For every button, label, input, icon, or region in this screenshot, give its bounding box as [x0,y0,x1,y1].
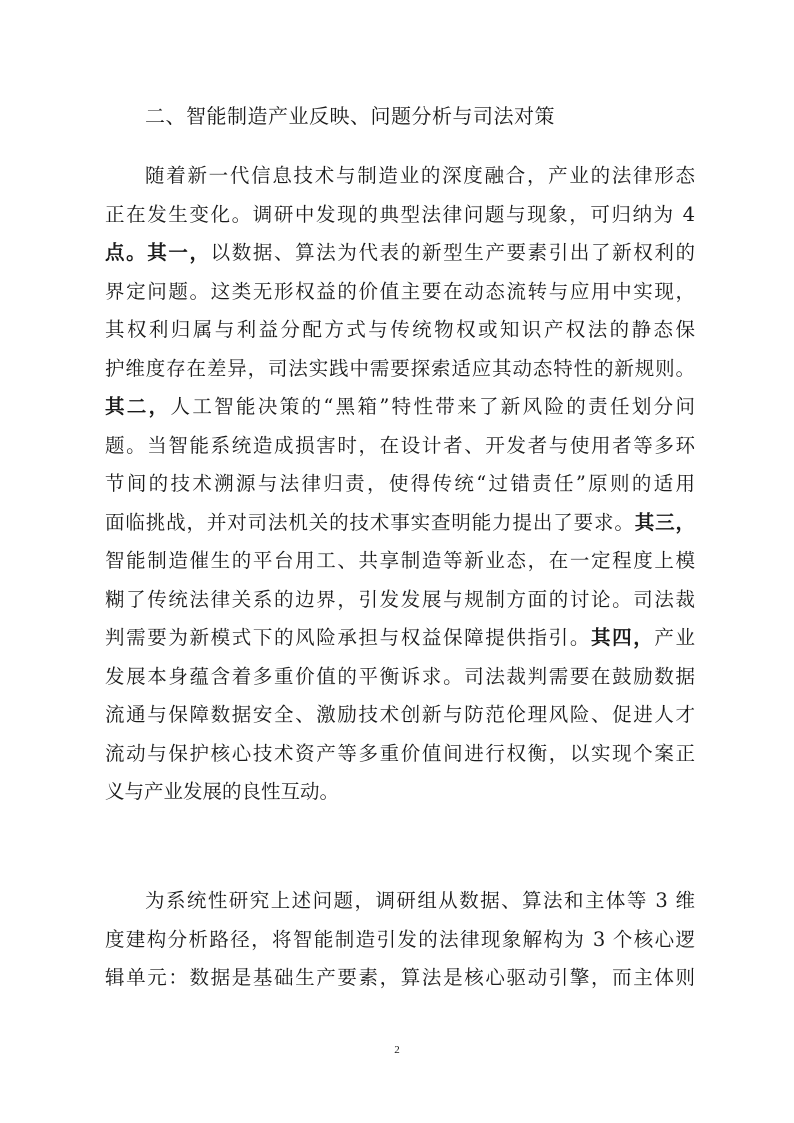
text-line: 流动与保护核心技术资产等多重价值间进行权衡，以实现个案正 [105,741,695,765]
section-heading: 二、智能制造产业反映、问题分析与司法对策 [145,104,555,128]
text-line: 辑单元：数据是基础生产要素，算法是核心驱动引擎，而主体则 [105,966,695,989]
paragraph-analysis-path [105,882,695,998]
text-line: 义与产业发展的良性互动。 [105,780,340,803]
point-marker-third: 其三， [634,510,695,534]
page-number: 2 [394,1044,400,1056]
text-line: 智能制造催生的平台用工、共享制造等新业态，在一定程度上模 [105,549,695,572]
text-line: 为系统性研究上述问题，调研组从数据、算法和主体等 3 维 [145,889,695,912]
point-marker-second: 其二， [105,395,171,418]
text-line: 其权利归属与利益分配方式与传统物权或知识产权法的静态保 [105,318,695,341]
text-line: 发展本身蕴含着多重价值的平衡诉求。司法裁判需要在鼓励数据 [105,664,695,688]
text-line: 面临挑战，并对司法机关的技术事实查明能力提出了要求。其三， [105,510,695,534]
text-line: 护维度存在差异，司法实践中需要探索适应其动态特性的新规则。 [105,356,695,380]
point-marker-fourth: 其四， [590,626,655,649]
text-line: 题。当智能系统造成损害时，在设计者、开发者与使用者等多环 [105,433,695,457]
text-line: 点。其一，以数据、算法为代表的新型生产要素引出了新权利的 [105,241,695,264]
text-line: 其二，人工智能决策的“黑箱”特性带来了新风险的责任划分问 [105,395,695,418]
text-line: 判需要为新模式下的风险承担与权益保障提供指引。其四，产业 [105,626,695,649]
text-line: 随着新一代信息技术与制造业的深度融合，产业的法律形态 [145,164,695,187]
text-line: 界定问题。这类无形权益的价值主要在动态流转与应用中实现， [105,279,695,303]
text-line: 流通与保障数据安全、激励技术创新与防范伦理风险、促进人才 [105,703,695,726]
text-line: 糊了传统法律关系的边界，引发发展与规制方面的讨论。司法裁 [105,587,695,611]
text-line: 正在发生变化。调研中发现的典型法律问题与现象，可归纳为 4 [105,202,695,226]
paragraph-legal-issues [105,157,695,812]
point-marker-first: 点。其一， [105,241,211,264]
text-line: 节间的技术溯源与法律归责，使得传统“过错责任”原则的适用 [105,472,695,495]
text-line: 度建构分析路径，将智能制造引发的法律现象解构为 3 个核心逻 [105,927,695,951]
